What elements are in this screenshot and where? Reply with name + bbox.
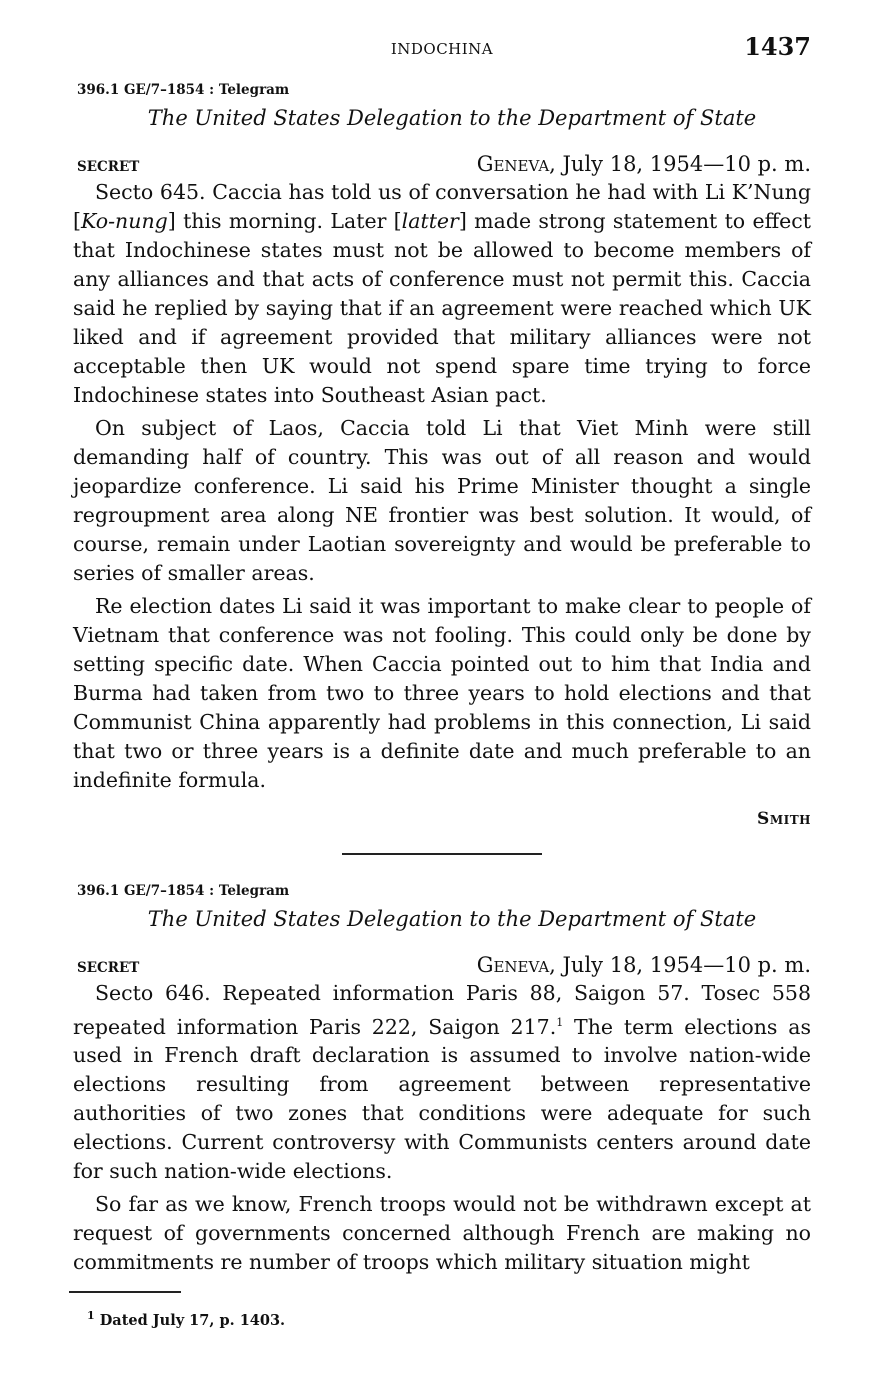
body-paragraph: Re election dates Li said it was important to make clear to people of Vietnam that conference was not fooling. This could only be done by setting specific date. When Caccia pointed out to him that India and Burma had taken from two to three years to hold elections and that Communist China apparently had problems in this connection, Li said that two or three years is a definite date and much preferable to an indefinite formula. [73, 594, 811, 792]
document-entry [73, 883, 811, 1278]
classification-marking: SECRET [77, 959, 140, 976]
footnote-reference: 1 [556, 1015, 564, 1029]
dateline-place: Geneva [476, 152, 550, 176]
page-number: 1437 [744, 32, 811, 61]
paragraph-text: ] this morning. Later [ [167, 209, 402, 233]
body-paragraph: On subject of Laos, Caccia told Li that Viet Minh were still demanding half of country. This was out of all reason and would jeopardize conference. Li said his Prime Minister thought a single regroupment area along NE frontier was best solution. It would, of course, remain under Laotian sovereignty and would be preferable to series of smaller areas. [73, 416, 811, 585]
dateline-row [73, 953, 811, 977]
footnote-text: Dated July 17, p. 1403. [99, 1311, 286, 1329]
footnote-marker: 1 [87, 1308, 95, 1322]
document-entry [73, 82, 811, 829]
paragraph-text: Secto 645. Caccia has told us of conversation he had with Li K’Nung [ [73, 180, 811, 233]
body-paragraph [73, 979, 811, 1187]
paragraph-text: ] made strong statement to effect that Indochinese states must not be allowed to become members of any alliances and that acts of conference must not permit this. Caccia said he replied by saying that if an agreement were reached which UK liked and if agreement provided that military alliances were not acceptable then UK would not spend spare time trying to force Indochinese states into Southeast Asian pact. [73, 209, 811, 407]
running-title: INDOCHINA [390, 40, 494, 58]
running-header [73, 30, 811, 70]
dateline [477, 152, 811, 176]
classification-marking: SECRET [77, 159, 140, 175]
footnote [87, 1309, 811, 1329]
document-heading: The United States Delegation to the Department of State [147, 106, 757, 130]
dateline-date: , July 18, 1954—10 p. m. [549, 152, 811, 176]
document-file-id: 396.1 GE/7–1854 : Telegram [77, 882, 290, 899]
italic-insertion: Ko-nung [81, 209, 168, 233]
document-file-id: 396.1 GE/7–1854 : Telegram [77, 82, 290, 98]
italic-insertion: latter [401, 209, 459, 233]
body-paragraph: So far as we know, French troops would not be withdrawn except at request of governments concerned although French are making no commitments re number of troops which military situation might [73, 1192, 811, 1275]
signature: Smith [757, 809, 811, 829]
body-paragraph [73, 178, 811, 410]
dateline [477, 953, 811, 977]
paragraph-text: Secto 646. Repeated information Paris 88, Saigon 57. Tosec 558 repeated information Paris 222, Saigon 217. [73, 980, 811, 1039]
document-heading: The United States Delegation to the Department of State [147, 906, 757, 931]
dateline-date: , July 18, 1954—10 p. m. [549, 952, 811, 977]
section-divider [342, 853, 542, 855]
dateline-row [73, 152, 811, 176]
document-page [73, 30, 811, 1328]
dateline-place: Geneva [476, 952, 550, 977]
paragraph-text: The term elections as used in French draft declaration is assumed to involve nation-wide elections resulting from agreement between representative authorities of two zones that conditions were adequate for such elections. Current controversy with Communists centers around date for such nation-wide elections. [73, 1014, 811, 1184]
footnote-rule [69, 1291, 181, 1292]
